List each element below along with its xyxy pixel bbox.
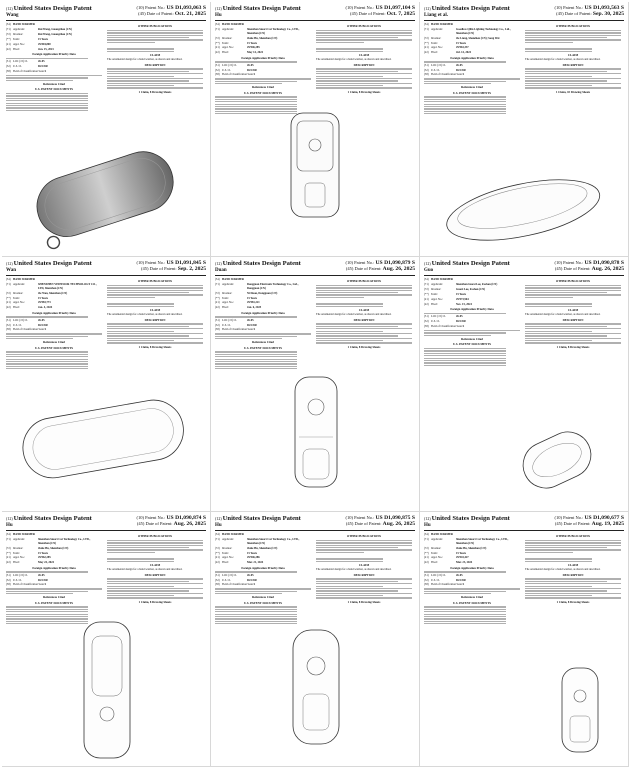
patent-number: US D1,090,878 S xyxy=(584,260,624,266)
us-docs-heading: U.S. PATENT DOCUMENTS xyxy=(34,345,73,350)
other-pubs-heading: OTHER PUBLICATIONS xyxy=(346,24,382,29)
field-filed: (22) Filed: Jun. 15, 2023 xyxy=(6,47,54,51)
patent-title-heading: United States Design Patent xyxy=(13,260,92,267)
field-filed: (22) Filed: May 24, 2024 xyxy=(6,561,54,565)
field-applicant: (71) Applicant: Dongguan Electronic Technology Co., Ltd., Dongguan (CN) xyxy=(215,283,299,290)
code-12: (12) xyxy=(215,6,222,11)
left-column xyxy=(6,23,102,112)
design-drawing xyxy=(438,172,608,247)
patent-title-heading: United States Design Patent xyxy=(13,5,92,12)
patentee-name: Liang et al. xyxy=(424,13,449,19)
field-term: (**) Term: 15 Years xyxy=(6,38,49,42)
patent-title-heading: United States Design Patent xyxy=(13,515,92,522)
code-10: (10) xyxy=(554,515,563,520)
claim-heading: CLAIM xyxy=(149,563,161,568)
left-column xyxy=(215,533,311,625)
claims-sheets-count: 1 Claim, 8 Drawing Sheets xyxy=(138,89,172,94)
patent-no-label: Patent No.: xyxy=(145,260,166,265)
patentee-name: Wang xyxy=(6,13,19,19)
left-column xyxy=(215,23,311,115)
patent-no-label: Patent No.: xyxy=(563,5,584,10)
code-45: (45) xyxy=(349,11,358,17)
claim-heading: CLAIM xyxy=(567,308,579,313)
date-label: Date of Patent: xyxy=(146,11,174,17)
field-us-cl: (52) U.S. Cl. D23/340 xyxy=(215,578,257,582)
priority-heading: Foreign Application Priority Data xyxy=(32,565,76,570)
other-pubs-heading: OTHER PUBLICATIONS xyxy=(137,279,173,284)
claim-text: The ornamental design for a hand warmer, as shown and described. xyxy=(107,58,183,62)
claim-text: The ornamental design for a hand warmer, as shown and described. xyxy=(107,568,183,572)
priority-heading: Foreign Application Priority Data xyxy=(241,55,285,60)
right-column xyxy=(316,533,412,625)
other-pubs-heading: OTHER PUBLICATIONS xyxy=(346,279,382,284)
field-term: (**) Term: 15 Years xyxy=(215,41,258,45)
code-45: (45) xyxy=(136,521,145,527)
left-column xyxy=(6,278,102,370)
patent-no-label: Patent No.: xyxy=(354,260,375,265)
priority-heading: Foreign Application Priority Data xyxy=(450,565,494,570)
field-title: (54) HAND WARMER xyxy=(6,278,35,282)
patent-header xyxy=(424,260,624,276)
patent-number: US D1,090,677 S xyxy=(584,515,624,521)
left-column xyxy=(424,533,520,625)
patent-number: US D1,090,875 S xyxy=(375,515,415,521)
field-appl-no: (21) Appl. No.: 29/962,285 xyxy=(6,556,51,560)
field-applicant: (71) Applicant: Shenzhen Smart Car Technology Co., LTD., Shenzhen (CN) xyxy=(215,28,300,35)
field-term: (**) Term: 15 Years xyxy=(215,551,258,555)
patent-date: Aug. 26, 2025 xyxy=(591,266,624,273)
right-column xyxy=(107,533,203,625)
field-appl-no: (21) Appl. No.: 29/946,285 xyxy=(215,46,260,50)
code-45: (45) xyxy=(554,521,563,527)
code-10: (10) xyxy=(554,260,563,265)
field-term: (**) Term: 15 Years xyxy=(6,296,49,300)
field-loc: (51) LOC (15) Cl. 26-05 xyxy=(424,315,463,319)
field-loc: (51) LOC (15) Cl. 26-05 xyxy=(6,573,45,577)
priority-heading: Foreign Application Priority Data xyxy=(450,307,494,312)
patent-date: Aug. 26, 2025 xyxy=(382,266,415,273)
code-12: (12) xyxy=(6,6,13,11)
field-loc: (51) LOC (15) Cl. 26-05 xyxy=(6,60,45,64)
other-pubs-heading: OTHER PUBLICATIONS xyxy=(555,24,591,29)
patent-sheet-8 xyxy=(211,512,420,767)
field-title: (54) HAND WARMER xyxy=(424,278,453,282)
claims-sheets-count: 1 Claim, 8 Drawing Sheets xyxy=(556,344,590,349)
patent-date: Oct. 7, 2025 xyxy=(386,11,415,18)
claims-sheets-count: 1 Claim, 8 Drawing Sheets xyxy=(138,599,172,604)
patent-title-heading: United States Design Patent xyxy=(222,515,301,522)
claim-text: The ornamental design for a hand warmer, as shown and described. xyxy=(316,58,392,62)
patent-date: Aug. 26, 2025 xyxy=(382,521,415,528)
field-us-cl: (52) U.S. Cl. D23/340 xyxy=(424,320,466,324)
field-filed: (22) Filed: May 14, 2024 xyxy=(215,51,263,55)
description-heading: DESCRIPTION xyxy=(144,317,166,322)
patent-date: Aug. 19, 2025 xyxy=(591,521,624,528)
patentee-name: Hu xyxy=(6,523,13,529)
claims-sheets-count: 1 Claim, 8 Drawing Sheets xyxy=(556,599,590,604)
code-12: (12) xyxy=(424,261,431,266)
references-heading: References Cited xyxy=(461,337,483,342)
claim-text: The ornamental design for a hand warmer, as shown and described. xyxy=(107,313,183,317)
field-us-cl: (52) U.S. Cl. D23/340 xyxy=(6,65,48,69)
claim-heading: CLAIM xyxy=(358,308,370,313)
us-docs-heading: U.S. PATENT DOCUMENTS xyxy=(34,600,73,605)
field-title: (54) HAND WARMER xyxy=(215,23,244,27)
description-heading: DESCRIPTION xyxy=(562,62,584,67)
field-term: (**) Term: 15 Years xyxy=(424,551,467,555)
field-appl-no: (21) Appl. No.: 29/946,286 xyxy=(215,556,260,560)
left-column xyxy=(424,23,520,115)
field-filed: (22) Filed: Jul. 14, 2024 xyxy=(424,51,471,55)
patentee-name: Hu xyxy=(424,523,431,529)
description-heading: DESCRIPTION xyxy=(562,572,584,577)
code-45: (45) xyxy=(345,521,354,527)
date-label: Date of Patent: xyxy=(354,266,382,272)
references-heading: References Cited xyxy=(43,340,65,345)
code-45: (45) xyxy=(140,266,149,272)
other-pubs-heading: OTHER PUBLICATIONS xyxy=(555,534,591,539)
claim-heading: CLAIM xyxy=(358,53,370,58)
claim-heading: CLAIM xyxy=(567,563,579,568)
field-inventor: (72) Inventor: Jiahe Hu, Shenzhen (CN) xyxy=(215,36,278,40)
field-us-cl: (52) U.S. Cl. D23/340 xyxy=(215,68,257,72)
patent-header xyxy=(215,5,415,21)
field-filed: (22) Filed: Nov. 15, 2024 xyxy=(424,302,472,306)
us-docs-heading: U.S. PATENT DOCUMENTS xyxy=(452,342,491,347)
date-label: Date of Patent: xyxy=(563,266,591,272)
field-search: (58) Field of Classification Search xyxy=(215,73,256,77)
code-45: (45) xyxy=(138,11,146,17)
field-title: (54) HAND WARMER xyxy=(215,278,244,282)
field-filed: (22) Filed: Mar. 23, 2024 xyxy=(424,561,473,565)
us-docs-heading: U.S. PATENT DOCUMENTS xyxy=(452,90,491,95)
design-drawing xyxy=(16,142,196,252)
field-loc: (51) LOC (15) Cl. 26-05 xyxy=(215,573,254,577)
claims-sheets-count: 1 Claim, 8 Drawing Sheets xyxy=(347,89,381,94)
other-pubs-heading: OTHER PUBLICATIONS xyxy=(346,534,382,539)
patent-number: US D1,093,563 S xyxy=(584,5,624,11)
field-inventor: (72) Inventor: Ni Duan, Dongguan (CN) xyxy=(215,291,278,295)
patent-number: US D1,090,874 S xyxy=(166,515,206,521)
field-search: (58) Field of Classification Search xyxy=(215,328,256,332)
patent-header xyxy=(6,515,206,531)
code-10: (10) xyxy=(345,260,354,265)
field-applicant: (71) Applicant: Shenzhen Smart Car Technology Co., LTD., Shenzhen (CN) xyxy=(424,538,509,545)
patent-sheet-4 xyxy=(2,257,211,512)
references-heading: References Cited xyxy=(252,85,274,90)
patent-header xyxy=(424,5,624,21)
description-heading: DESCRIPTION xyxy=(144,62,166,67)
field-term: (**) Term: 15 Years xyxy=(6,551,49,555)
claims-sheets-count: 1 Claim, 8 Drawing Sheets xyxy=(138,344,172,349)
design-drawing xyxy=(512,415,602,505)
date-label: Date of Patent: xyxy=(149,266,177,272)
code-12: (12) xyxy=(424,6,431,11)
code-12: (12) xyxy=(215,516,222,521)
code-12: (12) xyxy=(424,516,431,521)
design-drawing xyxy=(550,662,610,757)
patent-sheet-2 xyxy=(211,2,420,257)
patent-number: US D1,090,879 S xyxy=(375,260,415,266)
patent-number: US D1,097,104 S xyxy=(375,5,415,11)
field-inventor: (72) Inventor: Guoxi Lee, Foshan (CN) xyxy=(424,288,486,292)
code-12: (12) xyxy=(6,261,13,266)
patent-header xyxy=(424,515,624,531)
field-us-cl: (52) U.S. Cl. D23/340 xyxy=(215,323,257,327)
patent-header xyxy=(6,5,206,21)
field-appl-no: (21) Appl. No.: 29/973,964 xyxy=(424,298,469,302)
field-appl-no: (21) Appl. No.: 29/004,800 xyxy=(6,43,51,47)
field-term: (**) Term: 15 Years xyxy=(424,41,467,45)
patent-no-label: Patent No.: xyxy=(145,5,166,10)
right-column xyxy=(525,23,621,115)
field-loc: (51) LOC (15) Cl. 26-05 xyxy=(215,63,254,67)
patent-no-label: Patent No.: xyxy=(354,5,375,10)
priority-heading: Foreign Application Priority Data xyxy=(241,565,285,570)
field-search: (58) Field of Classification Search xyxy=(215,583,256,587)
left-column xyxy=(215,278,311,370)
references-heading: References Cited xyxy=(43,82,65,87)
priority-heading: Foreign Application Priority Data xyxy=(32,310,76,315)
design-drawing xyxy=(281,367,351,497)
us-docs-heading: U.S. PATENT DOCUMENTS xyxy=(34,87,73,92)
field-search: (58) Field of Classification Search xyxy=(6,328,47,332)
patentee-name: Wan xyxy=(6,268,17,274)
patent-date: Sep. 2, 2025 xyxy=(177,266,206,273)
claim-text: The ornamental design for a hand warmer, as shown and described. xyxy=(316,313,392,317)
field-us-cl: (52) U.S. Cl. D23/340 xyxy=(424,68,466,72)
field-title: (54) HAND WARMER xyxy=(424,533,453,537)
code-10: (10) xyxy=(136,260,145,265)
field-inventor: (72) Inventor: Jiahe Hu, Shenzhen (CN) xyxy=(215,546,278,550)
date-label: Date of Patent: xyxy=(563,521,591,527)
claim-heading: CLAIM xyxy=(567,53,579,58)
us-docs-heading: U.S. PATENT DOCUMENTS xyxy=(452,600,491,605)
design-drawing xyxy=(281,622,351,752)
patent-header xyxy=(6,260,206,276)
field-search: (58) Field of Classification Search xyxy=(424,325,465,329)
patentee-name: Hu xyxy=(215,13,222,19)
code-12: (12) xyxy=(215,261,222,266)
patent-title-heading: United States Design Patent xyxy=(222,260,301,267)
references-heading: References Cited xyxy=(252,595,274,600)
code-45: (45) xyxy=(554,266,563,272)
patent-sheet-5 xyxy=(211,257,420,512)
patent-no-label: Patent No.: xyxy=(563,260,584,265)
patent-sheet-grid xyxy=(2,2,629,769)
patent-number: US D1,093,063 S xyxy=(166,5,206,11)
field-term: (**) Term: 15 Years xyxy=(424,293,467,297)
description-heading: DESCRIPTION xyxy=(562,317,584,322)
field-loc: (51) LOC (15) Cl. 26-05 xyxy=(424,63,463,67)
description-heading: DESCRIPTION xyxy=(353,572,375,577)
field-applicant: (71) Applicant: SHENZHEN VINEEOOR TECHNOLOGY CO., LTD, Shenzhen (CN) xyxy=(6,283,97,290)
field-applicant: (71) Applicant: Rui Wang, Guangzhou (CN) xyxy=(6,28,72,32)
field-inventor: (72) Inventor: Jie Wan, Shenzhen (CN) xyxy=(6,291,68,295)
claim-heading: CLAIM xyxy=(149,53,161,58)
code-10: (10) xyxy=(136,515,145,520)
field-appl-no: (21) Appl. No.: 29/963,337 xyxy=(424,46,469,50)
other-pubs-heading: OTHER PUBLICATIONS xyxy=(137,24,173,29)
patent-no-label: Patent No.: xyxy=(145,515,166,520)
us-docs-heading: U.S. PATENT DOCUMENTS xyxy=(243,90,282,95)
date-label: Date of Patent: xyxy=(358,11,386,17)
patent-header xyxy=(215,515,415,531)
field-loc: (51) LOC (15) Cl. 26-05 xyxy=(424,573,463,577)
patent-title-heading: United States Design Patent xyxy=(222,5,301,12)
field-inventor: (72) Inventor: Jiahe Hu, Shenzhen (CN) xyxy=(6,546,69,550)
patent-sheet-7 xyxy=(2,512,211,767)
claims-sheets-count: 1 Claim, 10 Drawing Sheets xyxy=(555,89,591,94)
claim-heading: CLAIM xyxy=(358,563,370,568)
field-us-cl: (52) U.S. Cl. D23/340 xyxy=(6,578,48,582)
field-term: (**) Term: 15 Years xyxy=(215,296,258,300)
field-filed: (22) Filed: Jan. 6, 2025 xyxy=(215,306,262,310)
left-column xyxy=(6,533,102,625)
other-pubs-heading: OTHER PUBLICATIONS xyxy=(137,534,173,539)
field-filed: (22) Filed: Mar. 21, 2024 xyxy=(215,561,264,565)
code-10: (10) xyxy=(136,5,145,10)
references-heading: References Cited xyxy=(43,595,65,600)
design-drawing xyxy=(8,383,198,493)
field-title: (54) HAND WARMER xyxy=(424,23,453,27)
field-search: (58) Field of Classification Search xyxy=(6,70,47,74)
right-column xyxy=(316,278,412,370)
claim-text: The ornamental design for a hand warmer, as shown and described. xyxy=(525,313,601,317)
field-title: (54) HAND WARMER xyxy=(215,533,244,537)
date-label: Date of Patent: xyxy=(354,521,382,527)
code-10: (10) xyxy=(345,515,354,520)
description-heading: DESCRIPTION xyxy=(353,317,375,322)
code-10: (10) xyxy=(554,5,563,10)
right-column xyxy=(316,23,412,115)
us-docs-heading: U.S. PATENT DOCUMENTS xyxy=(243,600,282,605)
field-appl-no: (21) Appl. No.: 29/981,221 xyxy=(215,301,260,305)
description-heading: DESCRIPTION xyxy=(353,62,375,67)
patent-no-label: Patent No.: xyxy=(563,515,584,520)
field-search: (58) Field of Classification Search xyxy=(424,73,465,77)
claim-heading: CLAIM xyxy=(149,308,161,313)
patent-date: Aug. 26, 2025 xyxy=(173,521,206,528)
patentee-name: Hu xyxy=(215,523,222,529)
code-45: (45) xyxy=(556,11,564,17)
date-label: Date of Patent: xyxy=(564,11,592,17)
field-title: (54) HAND WARMER xyxy=(6,23,35,27)
patent-header xyxy=(215,260,415,276)
field-applicant: (71) Applicant: Shenzhen Smart Car Technology Co., LTD., Shenzhen (CN) xyxy=(6,538,91,545)
field-inventor: (72) Inventor: Jie Liang, Shenzhen (CN); Song Wei xyxy=(424,36,500,40)
claims-sheets-count: 1 Claim, 8 Drawing Sheets xyxy=(347,599,381,604)
right-column xyxy=(525,278,621,367)
field-inventor: (72) Inventor: Rui Wang, Guangzhou (CN) xyxy=(6,33,72,37)
priority-heading: Foreign Application Priority Data xyxy=(32,52,76,57)
us-docs-heading: U.S. PATENT DOCUMENTS xyxy=(243,345,282,350)
field-inventor: (72) Inventor: Jiahe Hu, Shenzhen (CN) xyxy=(424,546,487,550)
patent-sheet-6 xyxy=(420,257,629,512)
references-heading: References Cited xyxy=(461,595,483,600)
patent-number: US D1,091,845 S xyxy=(166,260,206,266)
field-search: (58) Field of Classification Search xyxy=(424,583,465,587)
patentee-name: Duan xyxy=(215,268,227,274)
right-column xyxy=(525,533,621,625)
field-applicant: (71) Applicant: Shenzhen Guoxi Lee, Foshan (CN) xyxy=(424,283,498,287)
patent-sheet-1 xyxy=(2,2,211,257)
left-column xyxy=(424,278,520,367)
field-title: (54) HAND WARMER xyxy=(6,533,35,537)
claims-sheets-count: 1 Claim, 8 Drawing Sheets xyxy=(347,344,381,349)
references-heading: References Cited xyxy=(252,340,274,345)
field-us-cl: (52) U.S. Cl. D23/340 xyxy=(424,578,466,582)
patent-date: Oct. 21, 2025 xyxy=(174,11,206,18)
claim-text: The ornamental design for a hand warmer, as shown and described. xyxy=(525,58,601,62)
field-loc: (51) LOC (15) Cl. 26-05 xyxy=(215,318,254,322)
code-12: (12) xyxy=(6,516,13,521)
field-search: (58) Field of Classification Search xyxy=(6,583,47,587)
field-filed: (22) Filed: Jan. 4, 2024 xyxy=(6,306,53,310)
field-appl-no: (21) Appl. No.: 29/943,427 xyxy=(424,556,469,560)
patent-sheet-3 xyxy=(420,2,629,257)
references-heading: References Cited xyxy=(461,85,483,90)
code-10: (10) xyxy=(345,5,354,10)
patent-date: Sep. 30, 2025 xyxy=(592,11,624,18)
patent-title-heading: United States Design Patent xyxy=(431,5,510,12)
patent-no-label: Patent No.: xyxy=(354,515,375,520)
claim-text: The ornamental design for a hand warmer, as shown and described. xyxy=(316,568,392,572)
field-applicant: (71) Applicant: Goodlow Qilin Lighting Technology Co., Ltd., Shenzhen (CN) xyxy=(424,28,511,35)
patent-title-heading: United States Design Patent xyxy=(431,260,510,267)
claim-text: The ornamental design for a hand warmer, as shown and described. xyxy=(525,568,601,572)
design-drawing xyxy=(62,614,152,764)
design-drawing xyxy=(281,107,351,227)
right-column xyxy=(107,278,203,370)
priority-heading: Foreign Application Priority Data xyxy=(241,310,285,315)
field-us-cl: (52) U.S. Cl. D23/340 xyxy=(6,323,48,327)
patent-title-heading: United States Design Patent xyxy=(431,515,510,522)
priority-heading: Foreign Application Priority Data xyxy=(450,55,494,60)
patent-sheet-9 xyxy=(420,512,629,767)
patentee-name: Guo xyxy=(424,268,434,274)
date-label: Date of Patent: xyxy=(145,521,173,527)
field-appl-no: (21) Appl. No.: 29/983,773 xyxy=(6,301,51,305)
right-column xyxy=(107,23,203,112)
field-applicant: (71) Applicant: Shenzhen Smart Car Technology Co., LTD., Shenzhen (CN) xyxy=(215,538,300,545)
description-heading: DESCRIPTION xyxy=(144,572,166,577)
other-pubs-heading: OTHER PUBLICATIONS xyxy=(555,279,591,284)
code-45: (45) xyxy=(345,266,354,272)
field-loc: (51) LOC (15) Cl. 26-05 xyxy=(6,318,45,322)
